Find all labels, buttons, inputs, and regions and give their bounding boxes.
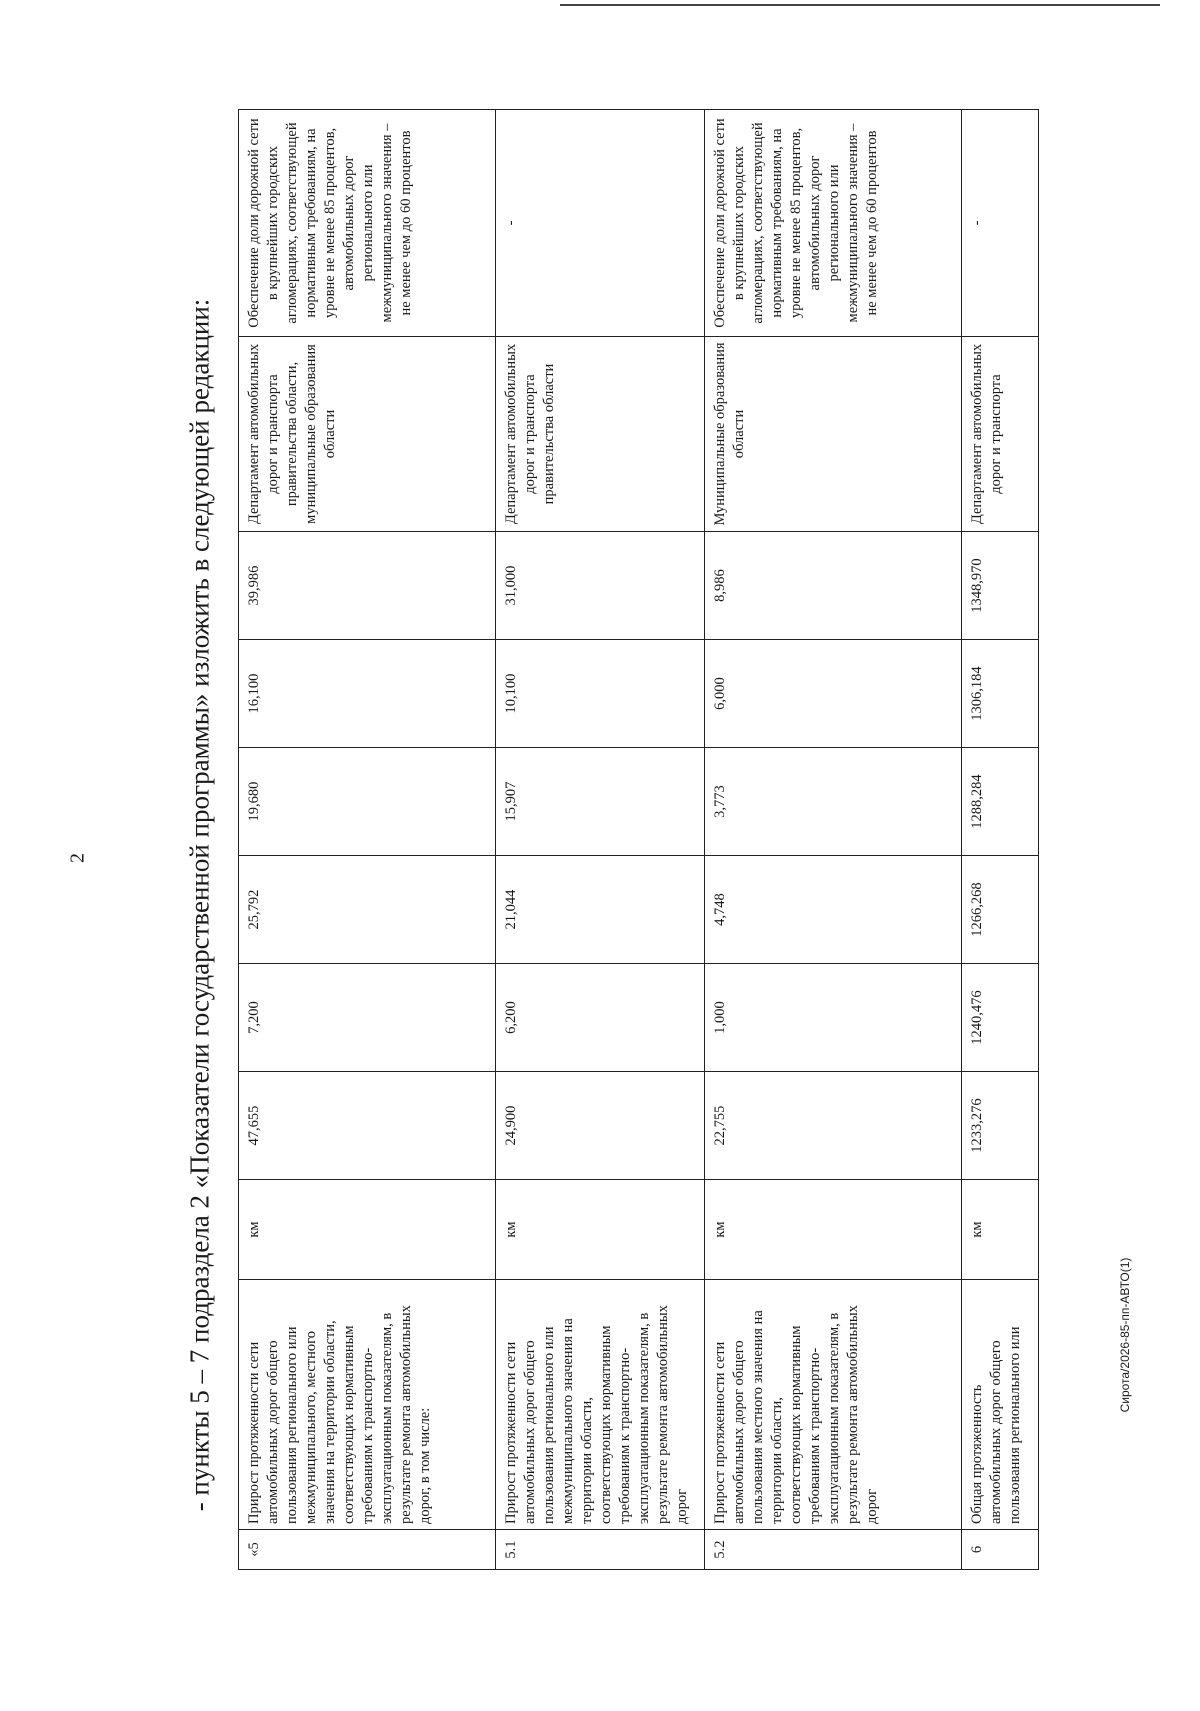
page-number: 2 (66, 853, 89, 863)
table-row (496, 110, 705, 1570)
value-cell: 1348,970 (962, 532, 1039, 640)
section-heading: - пункты 5 – 7 подраздела 2 «Показатели государственной программы» изложить в следующей редакции: (184, 298, 215, 1512)
value-cell: 10,100 (496, 640, 705, 748)
indicator-name: Прирост протяженности сети автомобильных дорог общего пользования местного значения на территории области, соответствующих нормативным требованиям к транспортно-эксплуатационным показателям, в результате ремонта автомобильных дорог (705, 1280, 962, 1530)
value-cell: 24,900 (496, 1072, 705, 1180)
responsible-cell: Департамент автомобильных дорог и транспорта правительства области (496, 337, 705, 532)
value-cell: 21,044 (496, 856, 705, 964)
value-cell: 1288,284 (962, 748, 1039, 856)
responsible-cell: Департамент автомобильных дорог и транспорта (962, 337, 1039, 532)
value-cell: 31,000 (496, 532, 705, 640)
note-cell: - (962, 110, 1039, 337)
indicator-name: Общая протяженность автомобильных дорог общего пользования регионального или (962, 1280, 1039, 1530)
value-cell: 1,000 (705, 964, 962, 1072)
indicators-table-container (238, 110, 1039, 1570)
value-cell: 1306,184 (962, 640, 1039, 748)
table-row (962, 110, 1039, 1570)
value-cell: 1233,276 (962, 1072, 1039, 1180)
value-cell: 16,100 (239, 640, 496, 748)
value-cell: 6,000 (705, 640, 962, 748)
value-cell: 7,200 (239, 964, 496, 1072)
row-number: «5 (239, 1530, 496, 1570)
value-cell: 15,907 (496, 748, 705, 856)
value-cell: 22,755 (705, 1072, 962, 1180)
value-cell: 47,655 (239, 1072, 496, 1180)
value-cell: 1266,268 (962, 856, 1039, 964)
responsible-cell: Муниципальные образования области (705, 337, 962, 532)
note-cell: Обеспечение доли дорожной сети в крупнейших городских агломерациях, соответствующей нормативным требованиям, на уровне не менее 85 процентов, автомобильных дорог регионального или межмуниципального значения – не менее чем до 60 процентов (705, 110, 962, 337)
row-number: 5.1 (496, 1530, 705, 1570)
value-cell: 19,680 (239, 748, 496, 856)
value-cell: 25,792 (239, 856, 496, 964)
indicator-name: Прирост протяженности сети автомобильных дорог общего пользования регионального или межмуниципального значения на территории области, соответствующих нормативным требованиям к транспортно-эксплуатационным показателям, в результате ремонта автомобильных дорог (496, 1280, 705, 1530)
unit-cell: км (705, 1180, 962, 1280)
table-row (239, 110, 496, 1570)
document-code: Сирота/2026-85-пп-АВТО(1) (1118, 1257, 1132, 1413)
unit-cell: км (496, 1180, 705, 1280)
table-row (705, 110, 962, 1570)
value-cell: 6,200 (496, 964, 705, 1072)
value-cell: 8,986 (705, 532, 962, 640)
value-cell: 1240,476 (962, 964, 1039, 1072)
top-edge-line (560, 4, 1160, 6)
note-cell: - (496, 110, 705, 337)
value-cell: 4,748 (705, 856, 962, 964)
note-cell: Обеспечение доли дорожной сети в крупнейших городских агломерациях, соответствующей нормативным требованиям, на уровне не менее 85 процентов, автомобильных дорог регионального или межмуниципального значения – не менее чем до 60 процентов (239, 110, 496, 337)
value-cell: 3,773 (705, 748, 962, 856)
row-number: 6 (962, 1530, 1039, 1570)
value-cell: 39,986 (239, 532, 496, 640)
indicator-name: Прирост протяженности сети автомобильных дорог общего пользования регионального или межмуниципального, местного значения на территории области, соответствующих нормативным требованиям к транспортно-эксплуатационным показателям, в результате ремонта автомобильных дорог, в том числе: (239, 1280, 496, 1530)
responsible-cell: Департамент автомобильных дорог и транспорта правительства области, муниципальные образования области (239, 337, 496, 532)
indicators-table (238, 109, 1039, 1570)
unit-cell: км (962, 1180, 1039, 1280)
unit-cell: км (239, 1180, 496, 1280)
row-number: 5.2 (705, 1530, 962, 1570)
